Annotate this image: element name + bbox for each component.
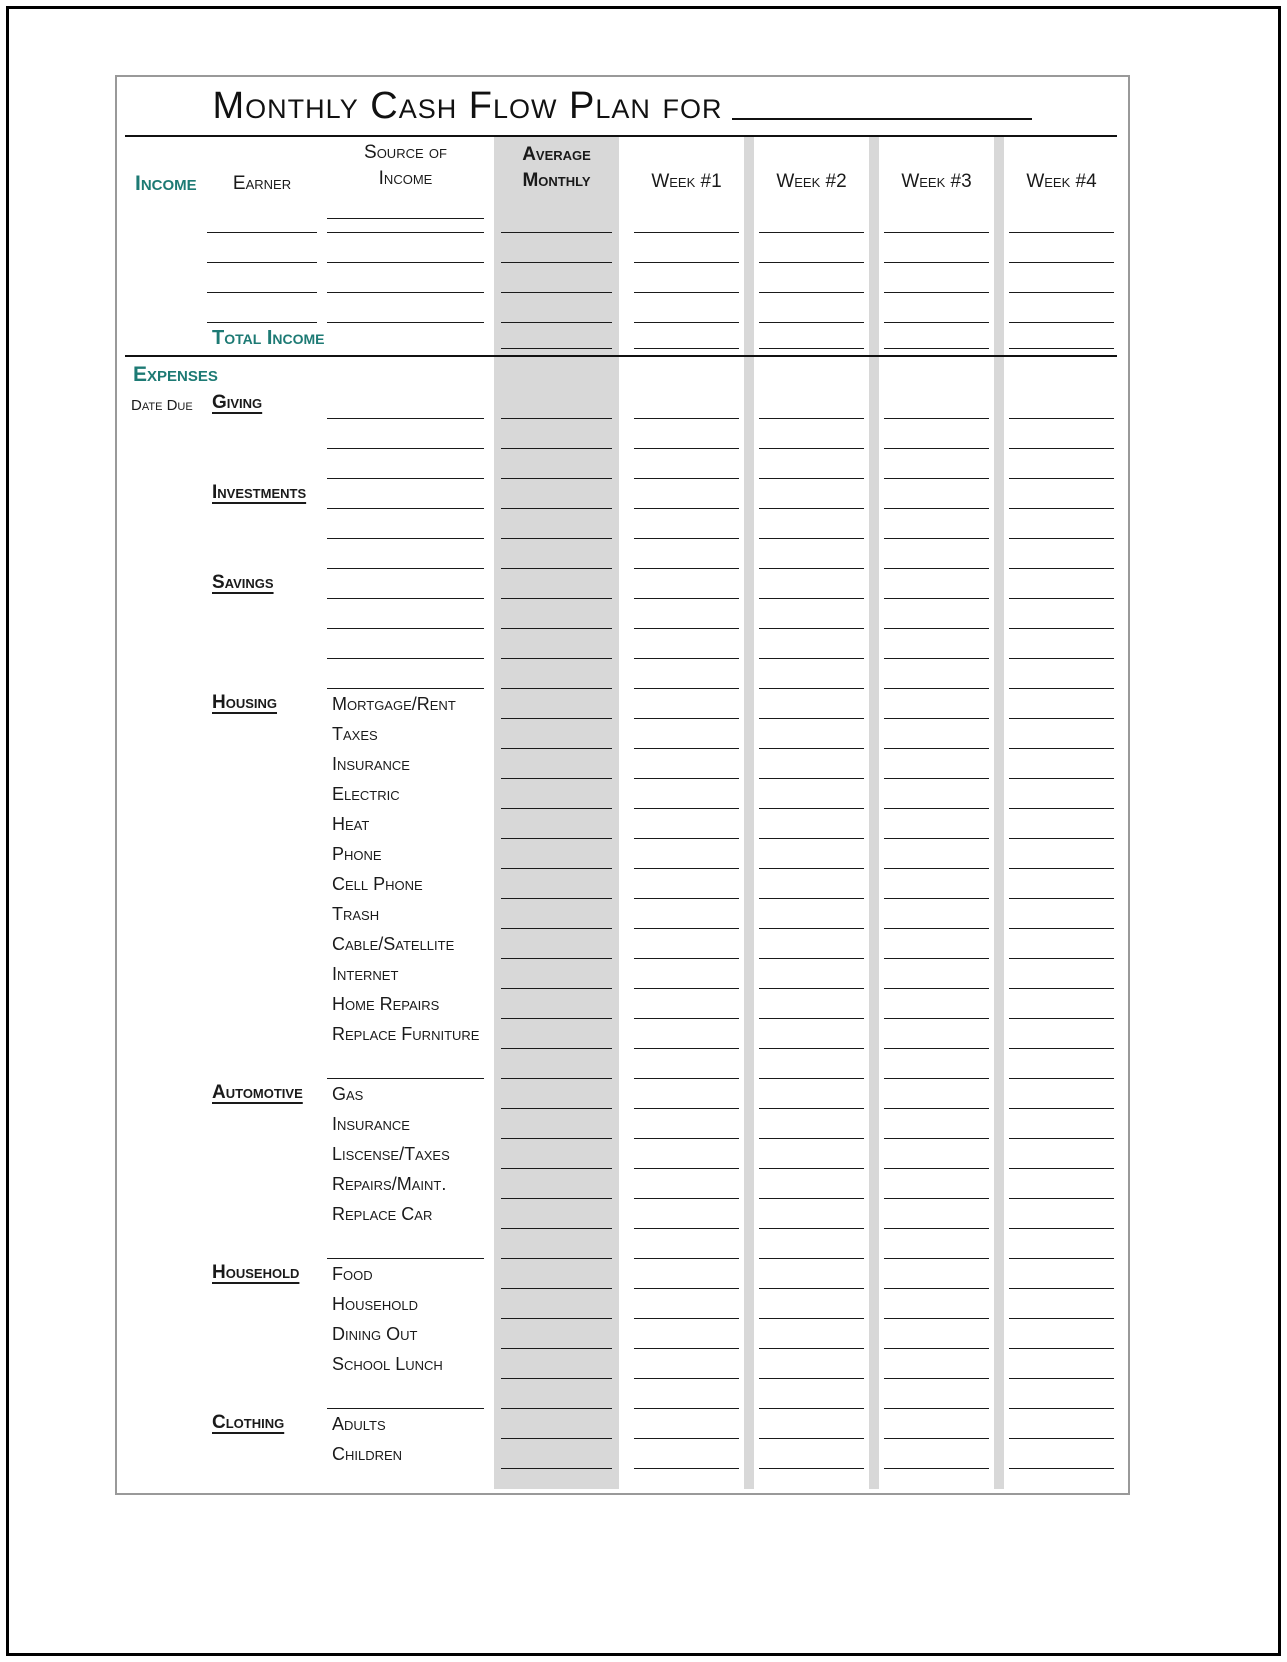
amount-line	[884, 508, 989, 509]
amount-line	[884, 568, 989, 569]
amount-line	[634, 1378, 739, 1379]
amount-line	[634, 838, 739, 839]
title-rule	[125, 135, 1117, 137]
amount-line	[884, 1168, 989, 1169]
average-monthly-header	[494, 142, 619, 193]
amount-line	[501, 1078, 612, 1079]
amount-line	[634, 808, 739, 809]
amount-line	[759, 808, 864, 809]
amount-line	[634, 348, 739, 349]
amount-line	[884, 292, 989, 293]
amount-line	[501, 748, 612, 749]
expense-source-line	[327, 1078, 484, 1079]
amount-line	[1009, 868, 1114, 869]
amount-line	[759, 688, 864, 689]
expense-category-label: Investments	[212, 482, 307, 503]
amount-line	[1009, 1228, 1114, 1229]
expense-item-label: Liscense/Taxes	[332, 1144, 450, 1164]
amount-line	[884, 988, 989, 989]
amount-line	[501, 1378, 612, 1379]
expense-item-label: School Lunch	[332, 1354, 443, 1374]
amount-line	[634, 748, 739, 749]
expense-item-label: Adults	[332, 1414, 386, 1434]
expense-category-label: Clothing	[212, 1412, 285, 1433]
amount-line	[1009, 838, 1114, 839]
expense-source-line	[327, 538, 484, 539]
amount-line	[1009, 1348, 1114, 1349]
total-income-label: Total Income	[212, 327, 325, 349]
amount-line	[1009, 598, 1114, 599]
amount-line	[759, 928, 864, 929]
amount-line	[501, 868, 612, 869]
expense-category-label: Household	[212, 1262, 300, 1283]
income-source-line	[327, 262, 484, 263]
amount-line	[759, 1048, 864, 1049]
amount-line	[1009, 898, 1114, 899]
amount-line	[759, 348, 864, 349]
expense-category-label: Housing	[212, 692, 278, 713]
amount-line	[1009, 1078, 1114, 1079]
amount-line	[884, 628, 989, 629]
amount-line	[759, 1228, 864, 1229]
week-header: Week #1	[651, 171, 722, 192]
expense-source-line	[327, 1408, 484, 1409]
income-earner-line	[207, 262, 317, 263]
amount-line	[501, 1288, 612, 1289]
amount-line	[759, 778, 864, 779]
amount-line	[1009, 508, 1114, 509]
amount-line	[501, 232, 612, 233]
amount-line	[1009, 1108, 1114, 1109]
amount-line	[634, 1138, 739, 1139]
income-earner-line	[207, 322, 317, 323]
amount-line	[759, 748, 864, 749]
earner-header: Earner	[232, 173, 292, 194]
amount-line	[634, 292, 739, 293]
amount-line	[501, 898, 612, 899]
expense-item-label: Cell Phone	[332, 874, 423, 894]
amount-line	[634, 1078, 739, 1079]
form-title-row	[117, 85, 1128, 128]
amount-line	[884, 1018, 989, 1019]
amount-line	[634, 868, 739, 869]
amount-line	[1009, 348, 1114, 349]
section-divider	[125, 355, 1117, 357]
amount-line	[1009, 988, 1114, 989]
income-source-line	[327, 292, 484, 293]
week-gap-shade	[869, 137, 879, 1489]
expense-source-line	[327, 568, 484, 569]
amount-line	[884, 1198, 989, 1199]
expense-item-label: Taxes	[332, 724, 378, 744]
amount-line	[1009, 538, 1114, 539]
expense-category-label: Savings	[212, 572, 274, 593]
amount-line	[501, 418, 612, 419]
amount-line	[1009, 262, 1114, 263]
amount-line	[634, 898, 739, 899]
amount-line	[501, 348, 612, 349]
amount-line	[759, 1348, 864, 1349]
expense-item-label: Cable/Satellite	[332, 934, 455, 954]
expenses-heading: Expenses	[133, 363, 218, 386]
amount-line	[1009, 718, 1114, 719]
expense-category-label: Giving	[212, 392, 263, 413]
expense-item-label: Children	[332, 1444, 403, 1464]
amount-line	[1009, 418, 1114, 419]
expense-source-line	[327, 658, 484, 659]
amount-line	[759, 1198, 864, 1199]
amount-line	[884, 1468, 989, 1469]
amount-line	[634, 232, 739, 233]
amount-line	[501, 538, 612, 539]
amount-line	[759, 1168, 864, 1169]
expense-category-label: Automotive	[212, 1082, 303, 1103]
amount-line	[884, 262, 989, 263]
amount-line	[759, 1468, 864, 1469]
amount-line	[884, 598, 989, 599]
income-earner-line	[207, 292, 317, 293]
amount-line	[1009, 958, 1114, 959]
amount-line	[884, 1138, 989, 1139]
expense-item-label: Household	[332, 1294, 418, 1314]
amount-line	[759, 232, 864, 233]
amount-line	[759, 1138, 864, 1139]
expense-source-line	[327, 1258, 484, 1259]
amount-line	[759, 1108, 864, 1109]
amount-line	[501, 568, 612, 569]
amount-line	[501, 658, 612, 659]
amount-line	[634, 1198, 739, 1199]
amount-line	[501, 1408, 612, 1409]
amount-line	[501, 262, 612, 263]
amount-line	[884, 1108, 989, 1109]
amount-line	[1009, 292, 1114, 293]
amount-line	[501, 508, 612, 509]
amount-line	[634, 568, 739, 569]
amount-line	[1009, 322, 1114, 323]
amount-line	[759, 568, 864, 569]
income-source-line	[327, 322, 484, 323]
amount-line	[501, 628, 612, 629]
amount-line	[884, 718, 989, 719]
expense-item-label: Insurance	[332, 754, 410, 774]
income-source-line	[327, 232, 484, 233]
average-monthly-header-line1: Average	[522, 144, 591, 165]
amount-line	[501, 1138, 612, 1139]
amount-line	[884, 1318, 989, 1319]
expense-item-label: Mortgage/Rent	[332, 694, 456, 714]
expense-item-label: Trash	[332, 904, 380, 924]
amount-line	[634, 1318, 739, 1319]
expense-item-label: Phone	[332, 844, 382, 864]
amount-line	[634, 1288, 739, 1289]
amount-line	[884, 448, 989, 449]
amount-line	[501, 778, 612, 779]
amount-line	[759, 1438, 864, 1439]
amount-line	[759, 418, 864, 419]
amount-line	[759, 958, 864, 959]
amount-line	[884, 1258, 989, 1259]
amount-line	[501, 1318, 612, 1319]
amount-line	[759, 322, 864, 323]
expense-item-label: Insurance	[332, 1114, 410, 1134]
amount-line	[884, 538, 989, 539]
amount-line	[1009, 928, 1114, 929]
amount-line	[759, 898, 864, 899]
amount-line	[634, 1258, 739, 1259]
week-gap-shade	[994, 137, 1004, 1489]
amount-line	[1009, 1408, 1114, 1409]
expense-item-label: Repairs/Maint.	[332, 1174, 447, 1194]
amount-line	[759, 628, 864, 629]
amount-line	[634, 658, 739, 659]
amount-line	[634, 778, 739, 779]
average-monthly-header-line2: Monthly	[522, 169, 591, 191]
amount-line	[634, 262, 739, 263]
amount-line	[884, 898, 989, 899]
expense-source-line	[327, 628, 484, 629]
amount-line	[501, 1468, 612, 1469]
amount-line	[759, 1288, 864, 1289]
week-header: Week #3	[901, 171, 972, 192]
amount-line	[501, 838, 612, 839]
amount-line	[759, 988, 864, 989]
amount-line	[501, 718, 612, 719]
amount-line	[884, 1408, 989, 1409]
expense-item-label: Gas	[332, 1084, 364, 1104]
amount-line	[884, 688, 989, 689]
week-header: Week #4	[1026, 171, 1097, 192]
expense-source-line	[327, 508, 484, 509]
amount-line	[501, 688, 612, 689]
amount-line	[884, 748, 989, 749]
amount-line	[501, 598, 612, 599]
amount-line	[634, 418, 739, 419]
amount-line	[759, 718, 864, 719]
amount-line	[759, 838, 864, 839]
form-title: Monthly Cash Flow Plan for	[212, 85, 723, 127]
expense-item-label: Dining Out	[332, 1324, 418, 1344]
amount-line	[501, 1048, 612, 1049]
amount-line	[759, 538, 864, 539]
amount-line	[759, 598, 864, 599]
amount-line	[884, 1048, 989, 1049]
expense-item-label: Heat	[332, 814, 370, 834]
amount-line	[759, 1078, 864, 1079]
amount-line	[1009, 478, 1114, 479]
amount-line	[501, 292, 612, 293]
amount-line	[1009, 232, 1114, 233]
expense-source-line	[327, 418, 484, 419]
amount-line	[501, 322, 612, 323]
amount-line	[1009, 1018, 1114, 1019]
amount-line	[634, 1408, 739, 1409]
amount-line	[759, 262, 864, 263]
amount-line	[1009, 1168, 1114, 1169]
amount-line	[884, 322, 989, 323]
amount-line	[634, 1108, 739, 1109]
amount-line	[884, 1078, 989, 1079]
expense-item-label: Food	[332, 1264, 373, 1284]
amount-line	[884, 418, 989, 419]
amount-line	[634, 508, 739, 509]
amount-line	[634, 958, 739, 959]
amount-line	[759, 1378, 864, 1379]
amount-line	[1009, 1288, 1114, 1289]
expense-source-line	[327, 688, 484, 689]
amount-line	[501, 1018, 612, 1019]
amount-line	[1009, 688, 1114, 689]
amount-line	[1009, 748, 1114, 749]
income-earner-line	[207, 232, 317, 233]
amount-line	[1009, 778, 1114, 779]
expense-item-label: Electric	[332, 784, 400, 804]
amount-line	[634, 1438, 739, 1439]
amount-line	[634, 628, 739, 629]
amount-line	[634, 1018, 739, 1019]
cash-flow-form	[115, 75, 1130, 1495]
amount-line	[759, 508, 864, 509]
source-of-income-header-line1: Source of	[364, 142, 447, 163]
amount-line	[1009, 1048, 1114, 1049]
amount-line	[501, 1168, 612, 1169]
amount-line	[884, 868, 989, 869]
amount-line	[634, 1468, 739, 1469]
amount-line	[501, 1348, 612, 1349]
amount-line	[759, 1018, 864, 1019]
amount-line	[884, 928, 989, 929]
amount-line	[884, 838, 989, 839]
amount-line	[884, 232, 989, 233]
amount-line	[1009, 658, 1114, 659]
amount-line	[634, 688, 739, 689]
amount-line	[634, 928, 739, 929]
expense-source-line	[327, 598, 484, 599]
amount-line	[884, 808, 989, 809]
amount-line	[634, 598, 739, 599]
amount-line	[501, 1438, 612, 1439]
amount-line	[501, 928, 612, 929]
amount-line	[501, 1258, 612, 1259]
amount-line	[1009, 1258, 1114, 1259]
amount-line	[634, 988, 739, 989]
amount-line	[759, 868, 864, 869]
source-header-underline	[327, 218, 484, 219]
amount-line	[634, 1168, 739, 1169]
amount-line	[759, 1408, 864, 1409]
amount-line	[1009, 568, 1114, 569]
amount-line	[634, 322, 739, 323]
amount-line	[884, 1438, 989, 1439]
amount-line	[1009, 628, 1114, 629]
amount-line	[501, 958, 612, 959]
amount-line	[1009, 1198, 1114, 1199]
amount-line	[1009, 1378, 1114, 1379]
expense-source-line	[327, 448, 484, 449]
amount-line	[759, 1318, 864, 1319]
amount-line	[1009, 1318, 1114, 1319]
amount-line	[501, 448, 612, 449]
amount-line	[884, 778, 989, 779]
amount-line	[634, 1228, 739, 1229]
amount-line	[759, 292, 864, 293]
title-blank-line	[732, 118, 1032, 120]
amount-line	[884, 1288, 989, 1289]
amount-line	[1009, 1438, 1114, 1439]
amount-line	[501, 1198, 612, 1199]
amount-line	[501, 988, 612, 989]
amount-line	[884, 348, 989, 349]
week-gap-shade	[744, 137, 754, 1489]
average-monthly-shade	[494, 137, 619, 1489]
amount-line	[1009, 1468, 1114, 1469]
source-of-income-header-line2: Income	[378, 167, 433, 189]
amount-line	[759, 1258, 864, 1259]
amount-line	[884, 478, 989, 479]
amount-line	[634, 448, 739, 449]
expense-item-label: Replace Car	[332, 1204, 433, 1224]
amount-line	[884, 658, 989, 659]
expense-item-label: Home Repairs	[332, 994, 440, 1014]
amount-line	[1009, 808, 1114, 809]
amount-line	[501, 478, 612, 479]
amount-line	[634, 478, 739, 479]
income-label: Income	[135, 172, 197, 195]
amount-line	[759, 448, 864, 449]
amount-line	[759, 478, 864, 479]
amount-line	[501, 1108, 612, 1109]
amount-line	[884, 1228, 989, 1229]
expense-item-label: Replace Furniture	[332, 1024, 480, 1044]
amount-line	[501, 808, 612, 809]
amount-line	[634, 718, 739, 719]
amount-line	[1009, 1138, 1114, 1139]
expense-source-line	[327, 478, 484, 479]
amount-line	[759, 658, 864, 659]
date-due-label: Date Due	[131, 397, 193, 414]
source-of-income-header	[317, 140, 494, 191]
amount-line	[634, 1348, 739, 1349]
amount-line	[634, 1048, 739, 1049]
amount-line	[501, 1228, 612, 1229]
amount-line	[884, 1378, 989, 1379]
amount-line	[1009, 448, 1114, 449]
week-header: Week #2	[776, 171, 847, 192]
expense-item-label: Internet	[332, 964, 399, 984]
amount-line	[634, 538, 739, 539]
amount-line	[884, 958, 989, 959]
amount-line	[884, 1348, 989, 1349]
